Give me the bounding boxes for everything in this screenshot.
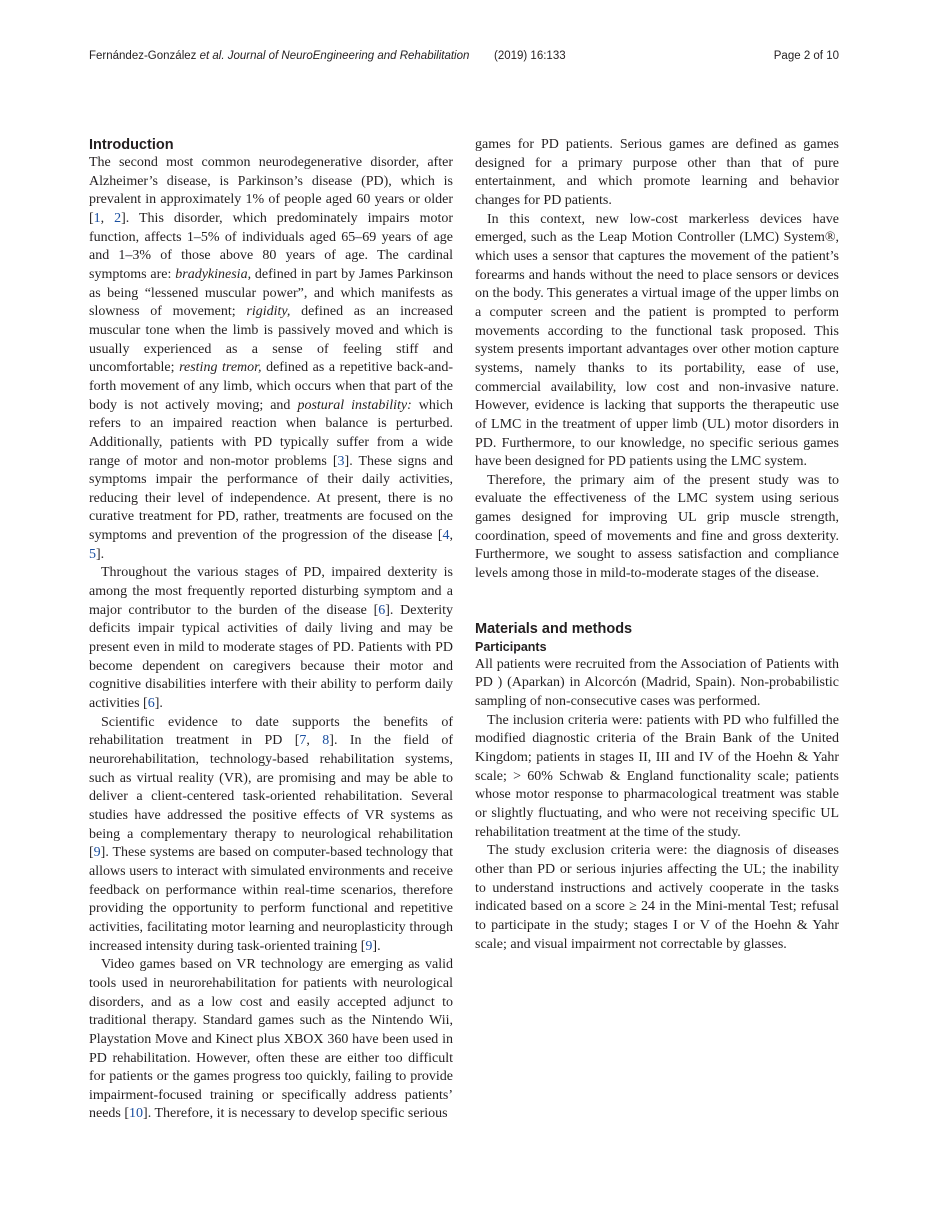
right-column-continued [475,136,839,954]
subsection-heading-participants: Participants [475,639,547,654]
methods-paragraph-3: The study exclusion criteria were: the diagnosis of diseases other than PD or serious injuries affecting the UL; the inability to understand instructions and actively cooperate in the tasks indicated based on a score ≥ 24 in the Mini-mental Test; refusal to participate in the study; stages I or V of the Hoehn & Yahr scale; and visual impairment not correctable by glasses. [475,843,839,952]
intro-paragraph-3: Scientific evidence to date supports the benefits of rehabilitation treatment in PD [7, 8]. In the field of neurorehabilitation, technology-based rehabilitation systems, such as virtual reality (VR), are promising and may be able to deliver a client-centered task-oriented rehabilitation. Several studies have addressed the positive effects of VR systems as being a complementary therapy to neurological rehabilitation [9]. These systems are based on computer-based technology that allows users to interact with simulated environments and receive feedback on performance within real-time scenarios, therefore providing the opportunity to perform functional and repetitive activities, facilitating motor learning and neuroplasticity through increased intensity during task-oriented training [9]. [89,714,454,954]
methods-paragraph-1: All patients were recruited from the Association of Patients with PD ) (Aparkan) in Alcorcón (Madrid, Spain). Non-probabilistic sampling of non-consecutive cases was performed. [475,656,839,710]
citation-link[interactable]: 2 [114,210,122,226]
citation-link[interactable]: 8 [322,733,330,749]
intro-paragraph-5: In this context, new low-cost markerless devices have emerged, such as the Leap Motion Controller (LMC) System®, which uses a sensor that captures the movement of the patient’s forearms and hands without the need to place sensors or devices on the body. This generates a virtual image of the upper limbs on a computer screen and the patient is prompted to perform movements according to the functional task proposed. This system presents important advantages over other motion capture systems, namely thanks to its portability, ease of use, commercial availability, low cost and non-invasive nature. However, evidence is lacking that supports the therapeutic use of LMC in the treatment of upper limb (UL) motor disorders in PD. Furthermore, to our knowledge, no specific serious games have been designed for PD patients using the LMC system. [475,211,839,470]
citation-link[interactable]: 6 [378,602,386,618]
running-head-authors: Fernández-González et al. Journal of NeuroEngineering and Rehabilitation [89,50,470,62]
section-heading-introduction: Introduction [89,137,174,153]
running-head [89,50,839,66]
intro-paragraph-4: Video games based on VR technology are emerging as valid tools used in neurorehabilitation for patients with neurological disorders, and as a low cost and easily accepted adjunct to traditional therapy. Standard games such as the Nintendo Wii, Playstation Move and Kinect plus XBOX 360 have been used in PD rehabilitation. However, often these are either too difficult for patients or the games progress too quickly, failing to provide impairment-focused training or specifically address patients’ needs [10]. Therefore, it is necessary to develop specific serious [89,957,453,1122]
methods-paragraph-2: The inclusion criteria were: patients with PD who fulfilled the modified diagnostic criteria of the Brain Bank of the United Kingdom; patients in stages II, III and IV of the Hoehn & Yahr scale; > 60% Schwab & England functionality scale; patients whose motor response to pharmacological treatment was stable or slightly fluctuating, and who were not receiving specific UL rehabilitation treatment at the time of the study. [475,712,839,840]
intro-paragraph-1: The second most common neurodegenerative disorder, after Alzheimer’s disease, is Parkinson’s disease (PD), which is prevalent in approximately 1% of people aged 60 years or older [1, 2]. This disorder, which predominately impairs motor function, affects 1–5% of individuals aged 65–69 years of age and 1–3% of those above 80 years of age. The cardinal symptoms are: bradykinesia, defined in part by James Parkinson as being “lessened muscular power”, and which manifests as slowness of movement; rigidity, defined as an increased muscular tone when the limb is passively moved and which is usually experienced as a sense of feeling stiff and uncomfortable; resting tremor, defined as a repetitive back-and-forth movement of any limb, which occurs when that part of the body is not actively moving; and postural instability: which refers to an impaired reaction when balance is perturbed. Additionally, patients with PD typically suffer from a wide range of motor and non-motor problems [3]. These signs and symptoms impair the performance of their daily activities, reducing their level of independence. At present, there is no curative treatment for PD, rather, treatments are focused on the symptoms and prevention of the progression of the disease [4, 5]. [89,155,454,562]
citation-link[interactable]: 10 [129,1106,144,1122]
citation-link[interactable]: 9 [365,938,373,954]
running-head-citation: (2019) 16:133 [494,50,566,62]
intro-paragraph-2: Throughout the various stages of PD, impaired dexterity is among the most frequently reported disturbing symptom and a major contributor to the burden of the disease [6]. Dexterity deficits impair typical activities of daily living and may be present even in mild to moderate stages of PD. Patients with PD become dependent on caregivers because their motor and cognitive disabilities interfere with their ability to perform daily activities [6]. [89,565,454,712]
citation-link[interactable]: 7 [299,733,307,749]
intro-paragraph-4-continued: games for PD patients. Serious games are defined as games designed for a primary purpose other than that of pure entertainment, and which promote learning and behavior changes for PD patients. [475,137,839,208]
citation-link[interactable]: 1 [93,210,101,226]
intro-paragraph-6: Therefore, the primary aim of the present study was to evaluate the effectiveness of the LMC system using serious games designed for improving UL grip muscle strength, coordination, speed of movements and fine and gross dexterity. Furthermore, we sought to assess satisfaction and compliance levels among those in mild-to-moderate stages of the disease. [475,472,839,582]
citation-link[interactable]: 3 [337,453,345,469]
citation-link[interactable]: 9 [93,845,101,861]
flow-target [475,136,839,211]
citation-link[interactable]: 4 [442,528,450,544]
citation-link[interactable]: 6 [147,696,155,712]
citation-link[interactable]: 5 [89,546,96,562]
left-column [89,136,453,1124]
page-number: Page 2 of 10 [773,50,839,62]
section-heading-methods: Materials and methods [475,620,633,637]
section-spacer [475,584,839,620]
